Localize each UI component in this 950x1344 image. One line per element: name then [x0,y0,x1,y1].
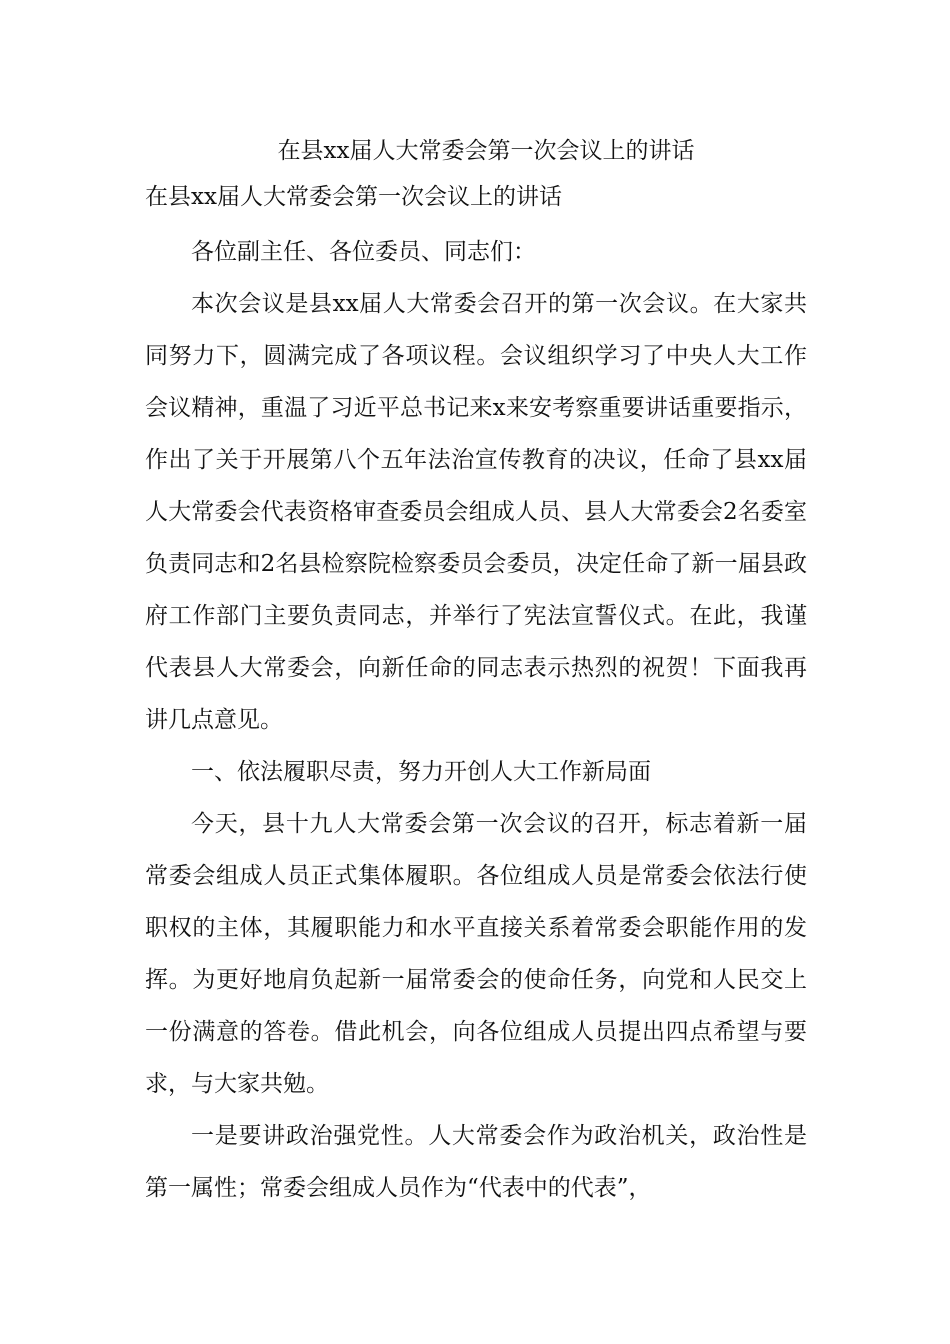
body-paragraph: 今天，县十九人大常委会第一次会议的召开，标志着新一届常委会组成人员正式集体履职。各位组成人员是常委会依法行使职权的主体，其履职能力和水平直接关系着常委会职能作用的发挥。为更好地肩负起新一届常委会的使命任务，向党和人民交上一份满意的答卷。借此机会，向各位组成人员提出四点希望与要求，与大家共勉。 [145,811,807,1097]
document-title: 在县xx届人大常委会第一次会议上的讲话 [277,138,695,164]
section-heading: 一、依法履职尽责，努力开创人大工作新局面 [191,759,651,785]
document-subtitle: 在县xx届人大常委会第一次会议上的讲话 [145,184,562,210]
body-paragraph: 一是要讲政治强党性。人大常委会作为政治机关，政治性是第一属性；常委会组成人员作为“代表中的代表”， [145,1123,807,1201]
body-paragraph: 本次会议是县xx届人大常委会召开的第一次会议。在大家共同努力下，圆满完成了各项议程。会议组织学习了中央人大工作会议精神，重温了习近平总书记来x来安考察重要讲话重要指示，作出了关于开展第八个五年法治宣传教育的决议，任命了县xx届人大常委会代表资格审查委员会组成人员、县人大常委会2名委室负责同志和2名县检察院检察委员会委员，决定任命了新一届县政府工作部门主要负责同志，并举行了宪法宣誓仪式。在此，我谨代表县人大常委会，向新任命的同志表示热烈的祝贺！下面我再讲几点意见。 [145,291,807,733]
document-body [145,128,807,1214]
greeting-paragraph: 各位副主任、各位委员、同志们： [191,239,536,265]
